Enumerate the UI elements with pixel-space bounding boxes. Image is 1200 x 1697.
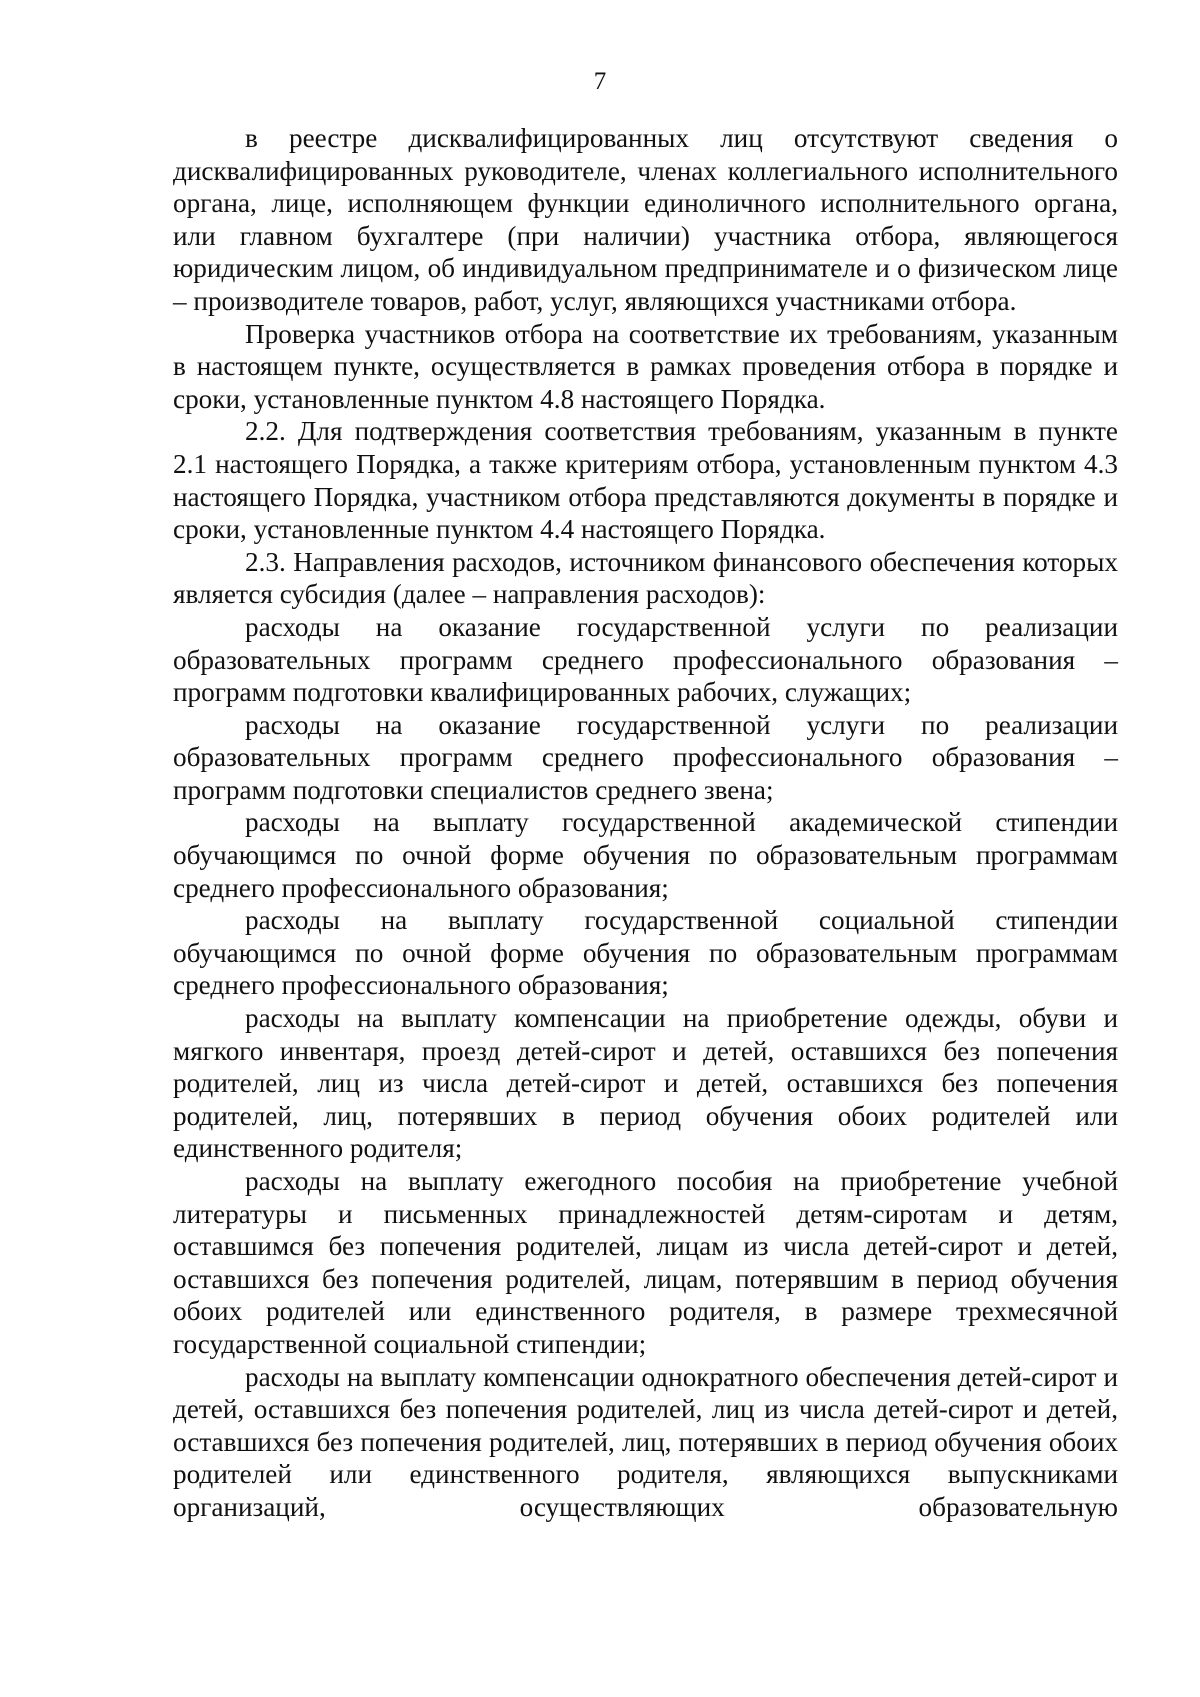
paragraph-2-3: 2.3. Направления расходов, источником финансового обеспечения которых является субсидия (далее – направления расходов): [173, 546, 1118, 610]
list-item-expense-one-time-compensation: расходы на выплату компенсации однократного обеспечения детей-сирот и детей, оставшихся без попечения родителей, лиц из числа детей-сирот и детей, оставшихся без попечения родителей, лиц, потерявших в период обучения обоих родителей или единственного родителя, являющихся выпускниками организаций, осуществляющих образовательную [173, 1361, 1118, 1522]
page-number: 7 [593, 68, 607, 95]
document-body [173, 122, 1118, 1524]
list-item-expense-specialists-program: расходы на оказание государственной услуги по реализации образовательных программ среднего профессионального образования – программ подготовки специалистов среднего звена; [173, 709, 1118, 805]
list-item-expense-workers-program: расходы на оказание государственной услуги по реализации образовательных программ среднего профессионального образования – программ подготовки квалифицированных рабочих, служащих; [173, 611, 1118, 708]
list-item-expense-literature-allowance: расходы на выплату ежегодного пособия на приобретение учебной литературы и письменных принадлежностей детям-сиротам и детям, оставшимся без попечения родителей, лицам из числа детей-сирот и детей, оставшихся без попечения родителей, лицам, потерявшим в период обучения обоих родителей или единственного родителя, в размере трехмесячной государственной социальной стипендии; [173, 1166, 1118, 1359]
list-item-expense-social-stipend: расходы на выплату государственной социальной стипендии обучающимся по очной форме обучения по образовательным программам среднего профессионального образования; [173, 905, 1118, 1001]
paragraph-verification: Проверка участников отбора на соответствие их требованиям, указанным в настоящем пункте, осуществляется в рамках проведения отбора в порядке и сроки, установленные пунктом 4.8 настоящего Порядка. [173, 318, 1118, 414]
list-item-expense-clothing-compensation: расходы на выплату компенсации на приобретение одежды, обуви и мягкого инвентаря, проезд детей-сирот и детей, оставшихся без попечения родителей, лиц из числа детей-сирот и детей, оставшихся без попечения родителей, лиц, потерявших в период обучения обоих родителей или единственного родителя; [173, 1003, 1118, 1164]
paragraph-2-2: 2.2. Для подтверждения соответствия требованиям, указанным в пункте 2.1 настоящего Порядка, а также критериям отбора, установленным пунктом 4.3 настоящего Порядка, участником отбора представляются документы в порядке и сроки, установленные пунктом 4.4 настоящего Порядка. [173, 416, 1118, 545]
paragraph-disqualified-registry: в реестре дисквалифицированных лиц отсутствуют сведения о дисквалифицированных руководителе, членах коллегиального исполнительного органа, лице, исполняющем функции единоличного исполнительного органа, или главном бухгалтере (при наличии) участника отбора, являющегося юридическим лицом, об индивидуальном предпринимателе и о физическом лице – производителе товаров, работ, услуг, являющихся участниками отбора. [173, 123, 1118, 316]
list-item-expense-academic-stipend: расходы на выплату государственной академической стипендии обучающимся по очной форме обучения по образовательным программам среднего профессионального образования; [173, 807, 1118, 903]
